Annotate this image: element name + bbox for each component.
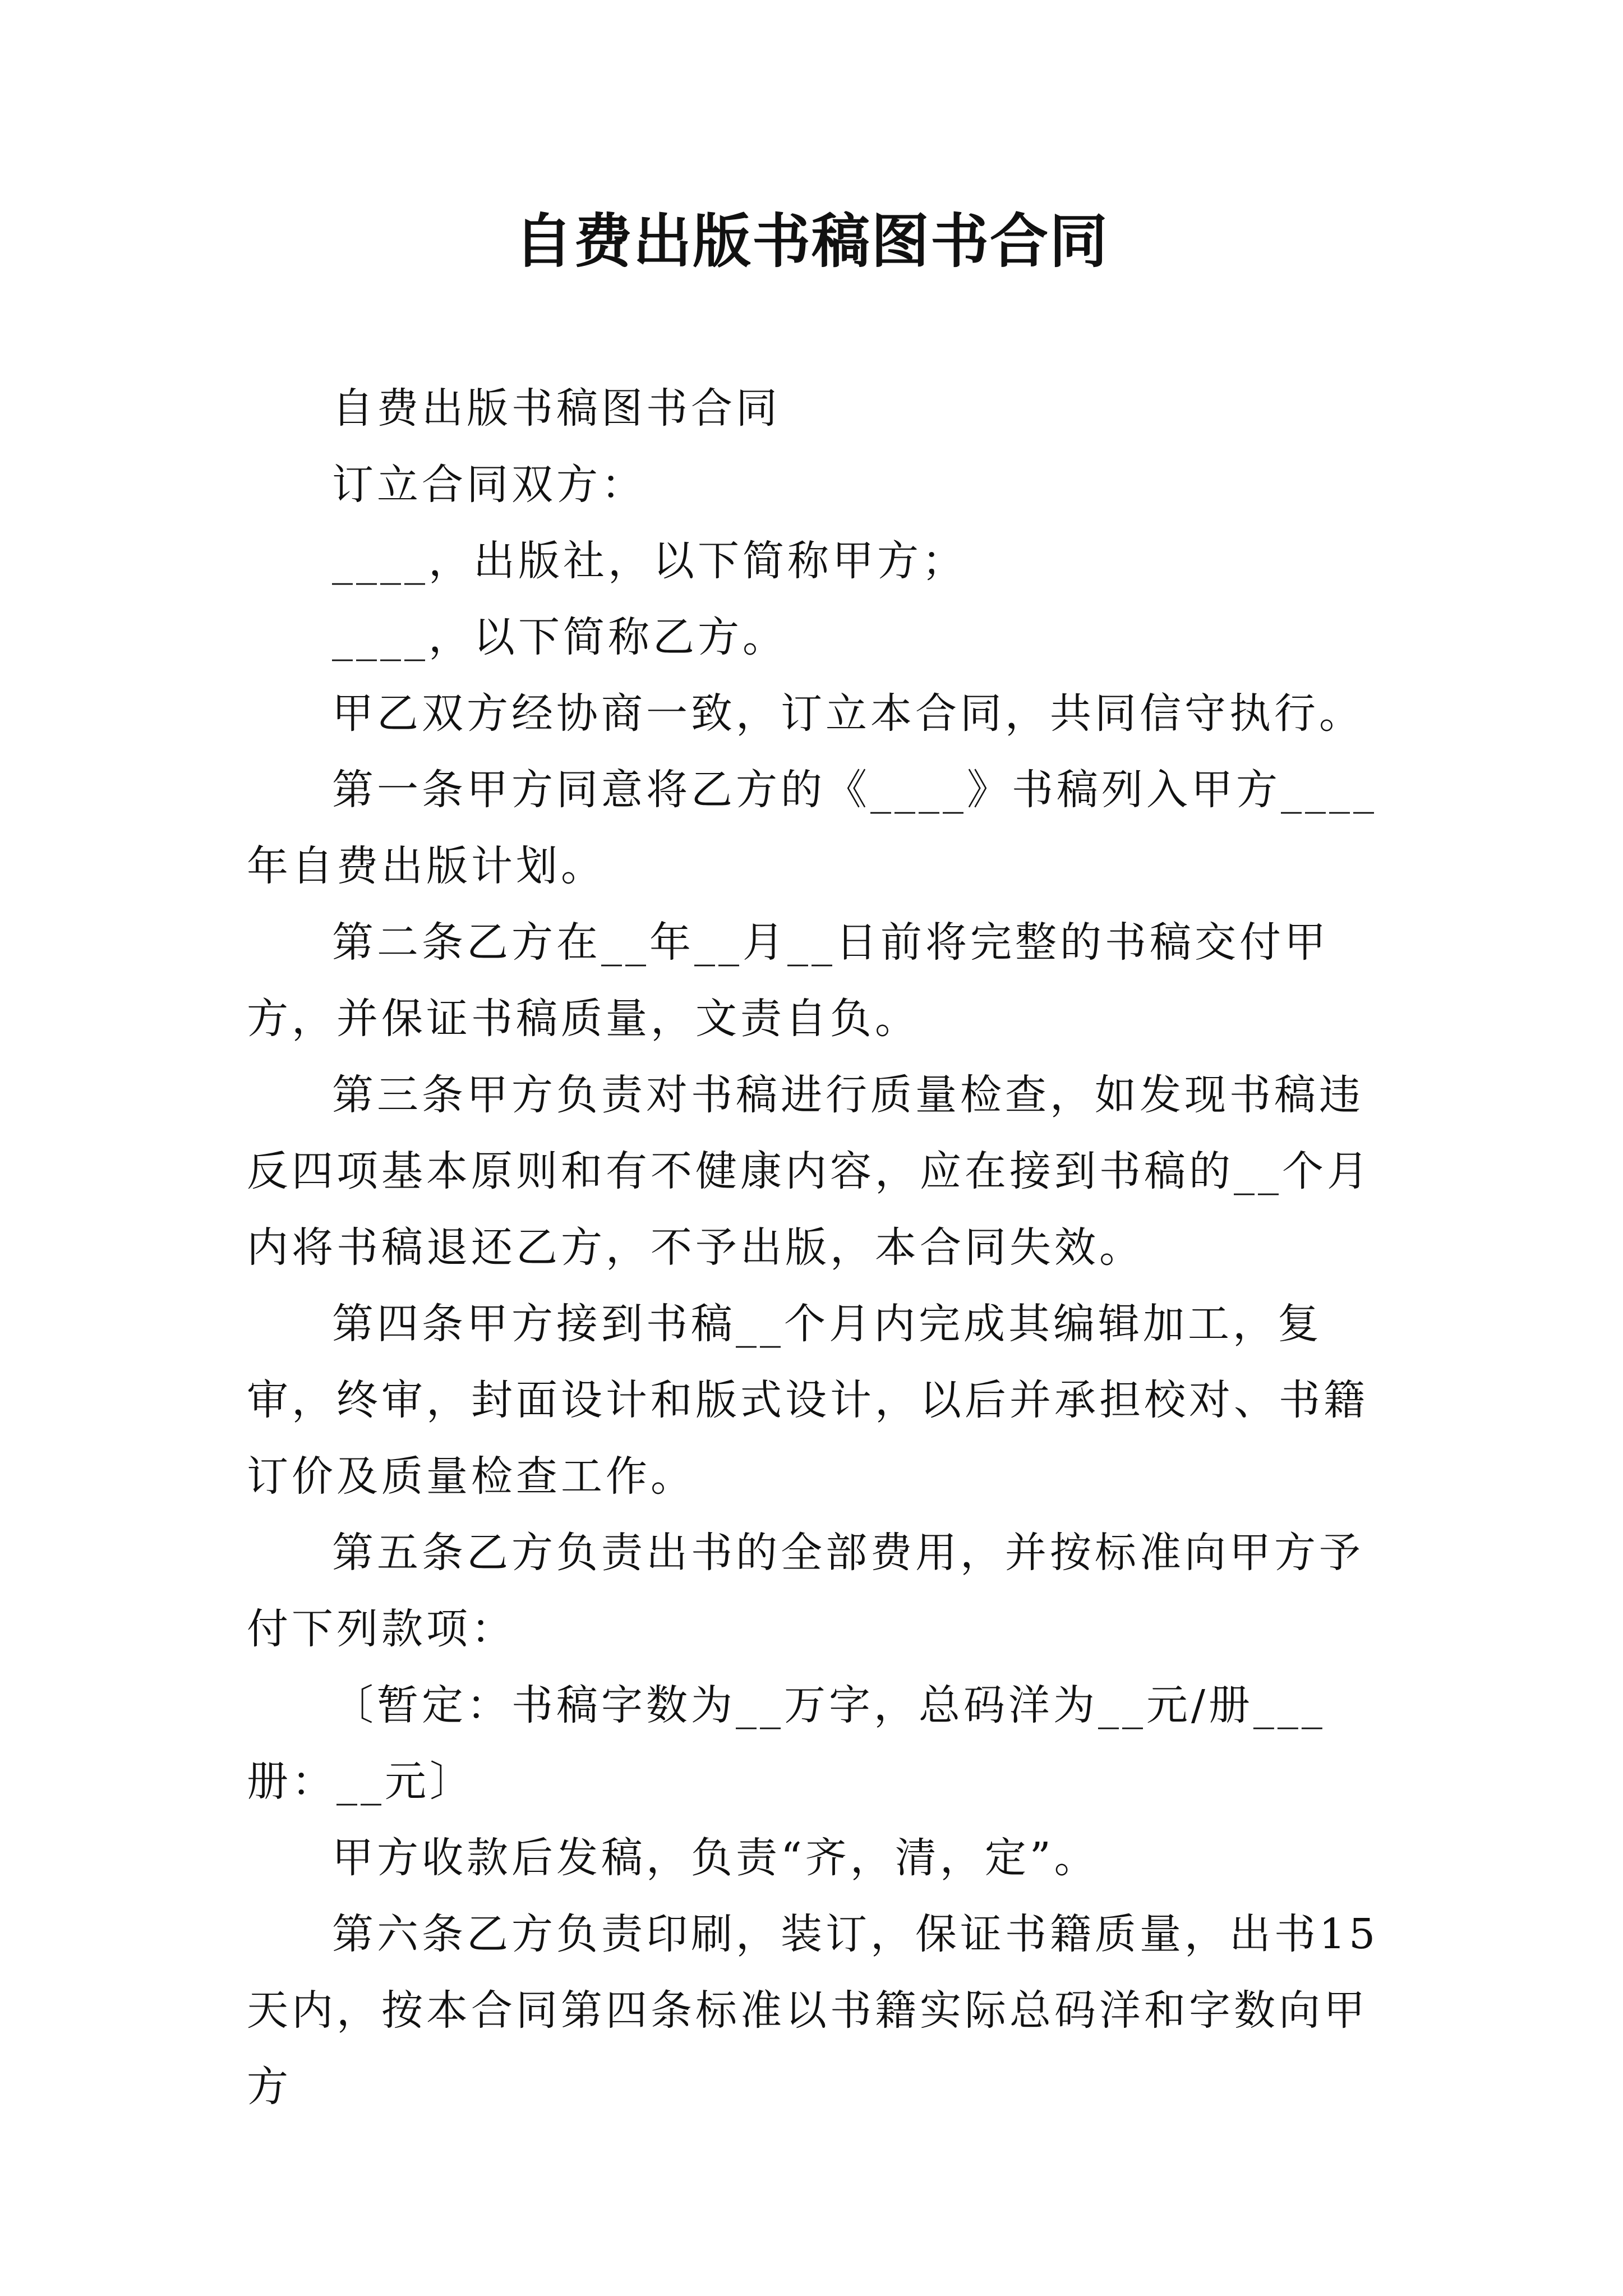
paragraph-parties-intro: 订立合同双方： (332, 461, 646, 509)
document-body (247, 370, 1385, 2125)
paragraph-agreement: 甲乙双方经协商一致，订立本合同，共同信守执行。 (332, 689, 1364, 738)
paragraph-article-4: 第四条甲方接到书稿__个月内完成其编辑加工，复审，终审，封面设计和版式设计，以后并承担校对、书籍订价及质量检查工作。 (247, 1300, 1368, 1501)
paragraph-article-1: 第一条甲方同意将乙方的《____》书稿列入甲方____年自费出版计划。 (247, 766, 1377, 890)
paragraph-heading: 自费出版书稿图书合同 (332, 384, 781, 432)
paragraph-temporary-terms: 〔暂定：书稿字数为__万字，总码洋为__元/册___册：__元〕 (247, 1681, 1326, 1806)
paragraph-payment-note: 甲方收款后发稿，负责“齐，清，定”。 (332, 1834, 1099, 1882)
paragraph-article-3: 第三条甲方负责对书稿进行质量检查，如发现书稿违反四项基本原则和有不健康内容，应在接到书稿的__个月内将书稿退还乙方，不予出版，本合同失效。 (247, 1071, 1372, 1272)
paragraph-party-a: ____，出版社，以下简称甲方； (332, 537, 967, 585)
paragraph-article-6: 第六条乙方负责印刷，装订，保证书籍质量，出书15天内，按本合同第四条标准以书籍实际总码洋和字数向甲方 (247, 1910, 1379, 2111)
document-title: 自费出版书稿图书合同 (514, 206, 1109, 275)
paragraph-article-2: 第二条乙方在__年__月__日前将完整的书稿交付甲方，并保证书稿质量，文责自负。 (247, 918, 1329, 1043)
paragraph-article-5: 第五条乙方负责出书的全部费用，并按标准向甲方予付下列款项： (247, 1529, 1364, 1653)
paragraph-party-b: ____，以下简称乙方。 (332, 613, 787, 661)
